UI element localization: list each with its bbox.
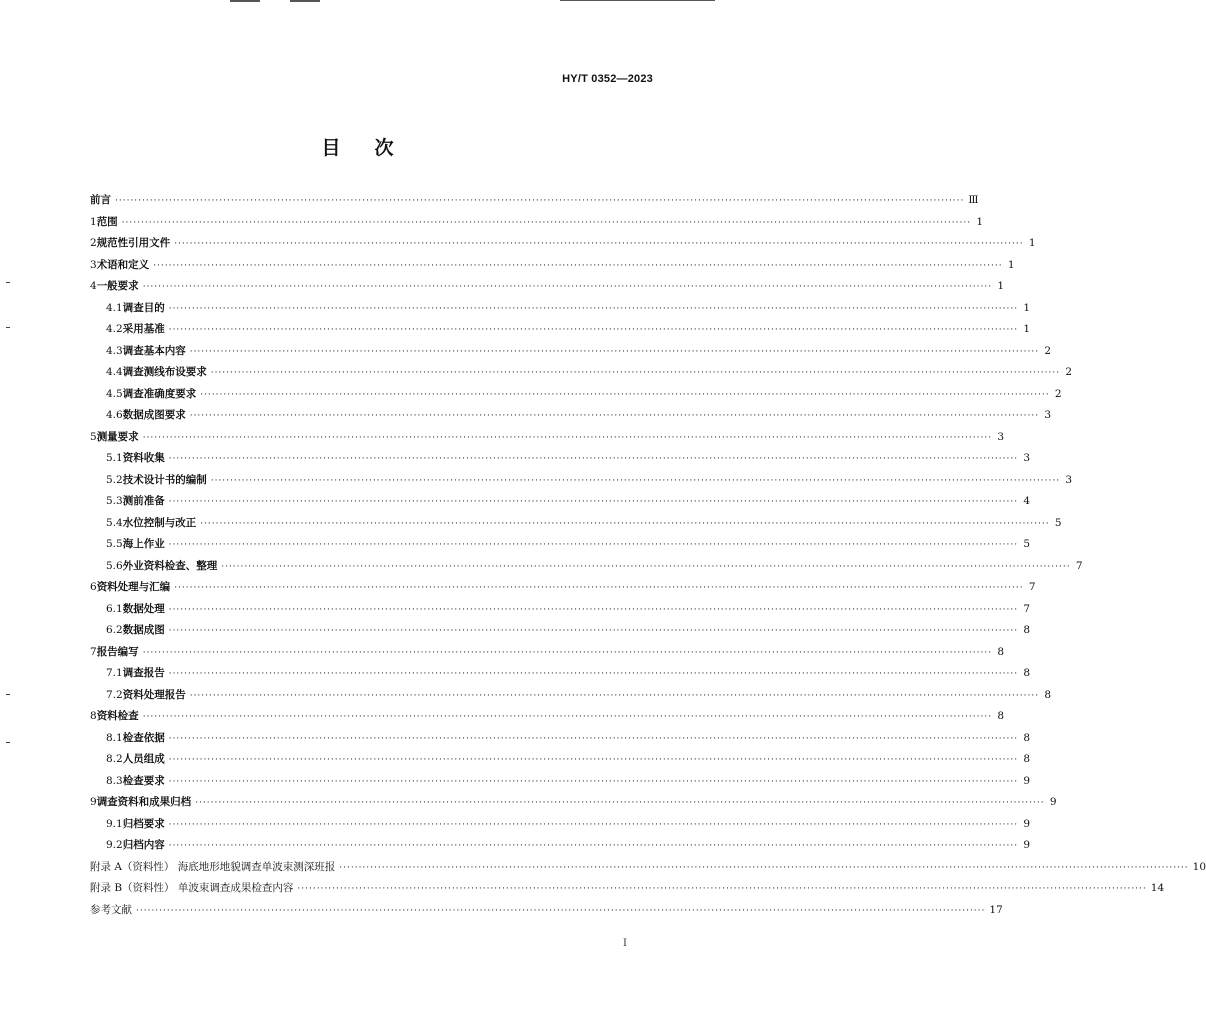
toc-entry-page: 3 xyxy=(1044,409,1052,421)
toc-entry-page: 8 xyxy=(1023,667,1031,679)
toc-entry-number: 5.2 xyxy=(106,473,123,486)
toc-entry-label: 一般要求 xyxy=(96,280,139,292)
toc-entry-number: 4.5 xyxy=(106,387,123,400)
scan-artifact xyxy=(6,742,10,743)
toc-entry-label: 技术设计书的编制 xyxy=(122,473,207,486)
toc-entry[interactable] xyxy=(90,472,1073,494)
dot-leader: ···························································································································································································································· xyxy=(153,260,1003,271)
toc-entry-page: 8 xyxy=(1023,624,1031,636)
toc-entry-label: 规范性引用文件 xyxy=(96,237,171,249)
toc-entry-label: 数据处理 xyxy=(122,602,165,615)
toc-entry-number: 4 xyxy=(90,280,97,292)
toc-entry-page: 8 xyxy=(1023,731,1031,744)
dot-leader: ···························································································································································································································· xyxy=(221,561,1071,572)
toc-entry[interactable] xyxy=(90,601,1031,623)
toc-entry[interactable] xyxy=(90,558,1083,580)
toc-entry-label: 检查要求 xyxy=(122,774,165,787)
toc-entry-number: 4.6 xyxy=(106,409,123,421)
toc-entry-number: 4.2 xyxy=(106,323,123,335)
toc-entry-label: 调查测线布设要求 xyxy=(122,366,207,378)
dot-leader: ···························································································································································································································· xyxy=(174,583,1024,593)
toc-entry-number: 7.1 xyxy=(106,667,123,679)
dot-leader: ···························································································································································································································· xyxy=(195,798,1045,808)
toc-entry-label: 资料收集 xyxy=(122,452,165,464)
toc-entry-number: 7 xyxy=(90,645,97,658)
scan-artifact xyxy=(6,327,10,328)
dot-leader: ···························································································································································································································· xyxy=(168,733,1019,744)
toc-entry[interactable] xyxy=(90,622,1031,644)
toc-entry-page: 1 xyxy=(1028,237,1036,249)
dot-leader: ···························································································································································································································· xyxy=(297,884,1147,894)
toc-entry-label: 数据成图要求 xyxy=(122,409,186,421)
toc-entry[interactable] xyxy=(90,364,1073,386)
toc-entry-page: 7 xyxy=(1023,602,1031,615)
toc-entry[interactable] xyxy=(90,773,1031,795)
scan-artifact xyxy=(6,694,10,695)
toc-entry[interactable] xyxy=(90,515,1062,537)
toc-entry-page: 10 xyxy=(1192,860,1206,873)
title-char-1: 目 xyxy=(321,137,341,159)
toc-entry-label: 前言 xyxy=(90,194,111,206)
scan-artifact xyxy=(560,0,715,1)
toc-entry-number: 4.1 xyxy=(106,301,123,314)
dot-leader: ···························································································································································································································· xyxy=(168,303,1019,314)
toc-entry-label: 附录 A（资料性） 海底地形地貌调查单波束测深班报 xyxy=(90,860,336,873)
dot-leader: ···························································································································································································································· xyxy=(200,518,1050,529)
dot-leader: ···························································································································································································································· xyxy=(189,346,1040,357)
toc-entry-number: 5.3 xyxy=(106,495,123,507)
toc-entry-page: 5 xyxy=(1054,516,1062,529)
toc-entry-page: 9 xyxy=(1023,774,1031,787)
toc-entry-number: 9.1 xyxy=(106,817,123,830)
toc-entry[interactable] xyxy=(90,321,1031,343)
toc-entry-label: 测量要求 xyxy=(96,430,139,443)
toc-entry-label: 归档要求 xyxy=(122,817,165,830)
toc-entry-page: 4 xyxy=(1023,495,1031,507)
toc-entry-label: 人员组成 xyxy=(122,753,165,765)
toc-entry-page: 2 xyxy=(1044,344,1052,357)
toc-entry[interactable] xyxy=(90,644,1005,666)
dot-leader: ···························································································································································································································· xyxy=(210,475,1061,486)
toc-entry-label: 范围 xyxy=(96,215,118,228)
toc-entry-label: 资料处理与汇编 xyxy=(96,581,171,593)
toc-entry[interactable] xyxy=(90,859,1206,881)
toc-entry-label: 测前准备 xyxy=(122,495,165,507)
dot-leader: ···························································································································································································································· xyxy=(142,647,993,658)
toc-entry-label: 归档内容 xyxy=(122,839,165,851)
toc-entry-page: 17 xyxy=(989,903,1003,916)
dot-leader: ···························································································································································································································· xyxy=(142,432,993,443)
toc-entry-label: 调查目的 xyxy=(122,301,165,314)
scan-artifact xyxy=(290,0,320,2)
toc-entry-page: 14 xyxy=(1150,882,1165,894)
toc-entry-page: 3 xyxy=(1065,473,1073,486)
toc-entry[interactable] xyxy=(90,687,1052,709)
toc-entry[interactable] xyxy=(90,730,1031,752)
toc-entry-page: 1 xyxy=(976,215,984,228)
dot-leader: ···························································································································································································································· xyxy=(210,368,1061,378)
toc-entry-label: 数据成图 xyxy=(122,624,165,636)
toc-entry-number: 5.5 xyxy=(106,538,123,550)
dot-leader: ···························································································································································································································· xyxy=(142,282,993,292)
toc-entry-number: 5.1 xyxy=(106,452,123,464)
toc-entry-label: 附录 B（资料性） 单波束调查成果检查内容 xyxy=(90,882,294,894)
standard-code: HY/T 0352—2023 xyxy=(562,73,653,85)
toc-entry-page: 8 xyxy=(1023,753,1031,765)
toc-entry[interactable] xyxy=(90,536,1031,558)
toc-entry[interactable] xyxy=(90,751,1031,773)
toc-entry[interactable] xyxy=(90,794,1057,816)
toc-entry[interactable] xyxy=(90,493,1031,515)
toc-entry-page: 9 xyxy=(1049,796,1057,808)
dot-leader: ···························································································································································································································· xyxy=(142,712,993,722)
toc-entry-page: 3 xyxy=(997,430,1005,443)
toc-entry-label: 报告编写 xyxy=(96,645,139,658)
toc-entry-number: 2 xyxy=(90,237,97,249)
dot-leader: ···························································································································································································································· xyxy=(136,905,986,916)
toc-entry-number: 3 xyxy=(90,258,97,271)
toc-entry-page: 7 xyxy=(1075,559,1083,572)
dot-leader: ···························································································································································································································· xyxy=(115,196,965,206)
toc-entry[interactable] xyxy=(90,579,1036,601)
dot-leader: ···························································································································································································································· xyxy=(168,454,1019,464)
scan-artifact xyxy=(230,0,260,2)
toc-entry-page: 2 xyxy=(1065,366,1073,378)
dot-leader: ···························································································································································································································· xyxy=(189,690,1040,701)
toc-entry-page: 3 xyxy=(1023,452,1031,464)
toc-entry-page: 8 xyxy=(997,710,1005,722)
toc-entry[interactable] xyxy=(90,837,1031,859)
toc-entry-number: 5.6 xyxy=(106,559,123,572)
toc-entry-page: 9 xyxy=(1023,839,1031,851)
toc-entry-label: 检查依据 xyxy=(122,731,165,744)
dot-leader: ···························································································································································································································· xyxy=(168,776,1019,787)
toc-entry[interactable] xyxy=(90,214,984,236)
dot-leader: ···························································································································································································································· xyxy=(168,755,1019,765)
toc-entry-number: 1 xyxy=(90,215,97,228)
toc-entry-label: 调查基本内容 xyxy=(122,344,186,357)
toc-entry-label: 术语和定义 xyxy=(96,258,150,271)
toc-entry-number: 8.2 xyxy=(106,753,123,765)
dot-leader: ···························································································································································································································· xyxy=(168,325,1019,335)
toc-entry[interactable] xyxy=(90,708,1005,730)
dot-leader: ···························································································································································································································· xyxy=(189,411,1040,421)
toc-entry-label: 水位控制与改正 xyxy=(122,516,197,529)
toc-entry-number: 4.4 xyxy=(106,366,123,378)
toc-entry[interactable] xyxy=(90,880,1165,902)
toc-entry-number: 4.3 xyxy=(106,344,123,357)
dot-leader: ···························································································································································································································· xyxy=(168,604,1019,615)
dot-leader: ···························································································································································································································· xyxy=(168,841,1019,851)
toc-entry-number: 6 xyxy=(90,581,97,593)
toc-entry-label: 参考文献 xyxy=(90,903,132,916)
toc-entry-number: 9 xyxy=(90,796,97,808)
toc-entry-page: 1 xyxy=(1007,258,1015,271)
toc-entry-page: 7 xyxy=(1028,581,1036,593)
toc-entry[interactable] xyxy=(90,665,1031,687)
toc-entry-page: 8 xyxy=(1044,688,1052,701)
page-title xyxy=(0,133,715,160)
toc-entry-page: 1 xyxy=(1023,301,1031,314)
toc-entry-label: 资料处理报告 xyxy=(122,688,186,701)
dot-leader: ···························································································································································································································· xyxy=(174,239,1024,249)
toc-entry[interactable] xyxy=(90,278,1005,300)
toc-entry-page: 1 xyxy=(1023,323,1031,335)
toc-entry[interactable] xyxy=(90,300,1031,322)
toc-entry-number: 6.1 xyxy=(106,602,123,615)
toc-entry[interactable] xyxy=(90,407,1052,429)
dot-leader: ···························································································································································································································· xyxy=(168,497,1019,507)
toc-entry-page: 2 xyxy=(1054,387,1062,400)
dot-leader: ···························································································································································································································· xyxy=(121,217,972,228)
dot-leader: ···························································································································································································································· xyxy=(168,669,1019,679)
page-number: I xyxy=(623,938,627,949)
dot-leader: ···························································································································································································································· xyxy=(200,389,1050,400)
dot-leader: ···························································································································································································································· xyxy=(168,626,1019,636)
toc-entry[interactable] xyxy=(90,343,1052,365)
toc-entry-number: 8 xyxy=(90,710,97,722)
scan-artifact xyxy=(6,282,10,283)
toc-entry-label: 外业资料检查、整理 xyxy=(122,559,218,572)
toc-entry[interactable] xyxy=(90,386,1062,408)
title-char-2: 次 xyxy=(374,137,394,159)
toc-entry-page: Ⅲ xyxy=(968,194,979,206)
toc-entry-label: 采用基准 xyxy=(122,323,165,335)
toc-entry-label: 调查报告 xyxy=(122,667,165,679)
toc-entry[interactable] xyxy=(90,429,1005,451)
toc-entry-number: 6.2 xyxy=(106,624,123,636)
toc-entry[interactable] xyxy=(90,257,1015,279)
toc-entry-label: 调查准确度要求 xyxy=(122,387,197,400)
toc-entry-number: 5.4 xyxy=(106,516,123,529)
toc-entry-number: 8.3 xyxy=(106,774,123,787)
toc-entry-page: 1 xyxy=(997,280,1005,292)
toc-entry-label: 资料检查 xyxy=(96,710,139,722)
toc-entry[interactable] xyxy=(90,192,979,214)
toc-entry-page: 9 xyxy=(1023,817,1031,830)
toc-entry[interactable] xyxy=(90,235,1036,257)
dot-leader: ···························································································································································································································· xyxy=(168,540,1019,550)
dot-leader: ···························································································································································································································· xyxy=(339,862,1189,873)
toc-entry-number: 7.2 xyxy=(106,688,123,701)
toc-entry-number: 9.2 xyxy=(106,839,123,851)
toc-entry-number: 8.1 xyxy=(106,731,123,744)
dot-leader: ···························································································································································································································· xyxy=(168,819,1019,830)
toc-entry-label: 海上作业 xyxy=(122,538,165,550)
toc-entry-number: 5 xyxy=(90,430,97,443)
toc-entry[interactable] xyxy=(90,902,1003,924)
table-of-contents xyxy=(90,192,1206,923)
toc-entry[interactable] xyxy=(90,450,1031,472)
toc-entry-page: 5 xyxy=(1023,538,1031,550)
toc-entry[interactable] xyxy=(90,816,1031,838)
toc-entry-label: 调查资料和成果归档 xyxy=(96,796,192,808)
toc-entry-page: 8 xyxy=(997,645,1005,658)
